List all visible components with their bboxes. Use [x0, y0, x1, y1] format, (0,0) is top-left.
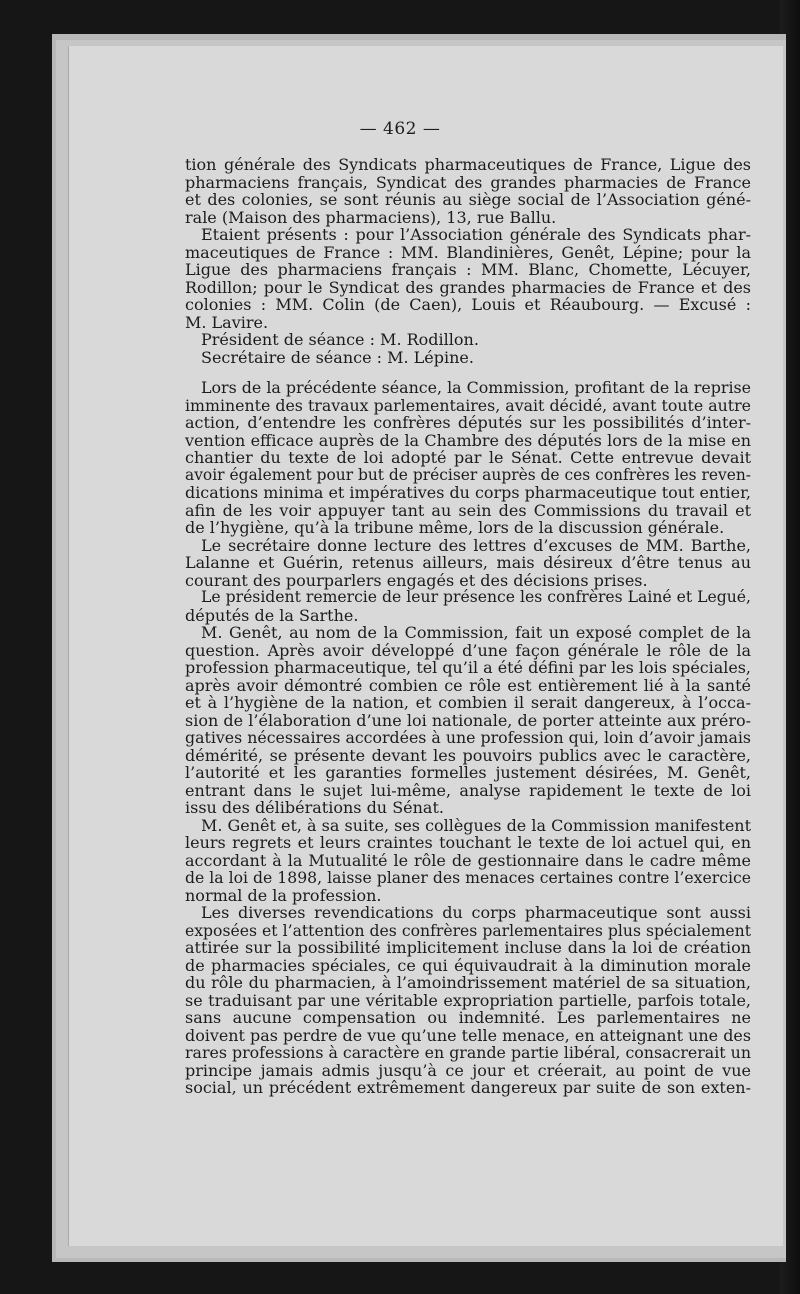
- text-line: profession pharmaceutique, tel qu’il a été défini par les lois spéciales,: [185, 658, 751, 677]
- text-line: Etaient présents : pour l’Association générale des Syndicats phar-: [201, 225, 751, 244]
- text-line: Secrétaire de séance : M. Lépine.: [201, 347, 474, 367]
- text-line: l’autorité et les garanties formelles justement désirées, M. Genêt,: [185, 763, 751, 782]
- text-line: tion générale des Syndicats pharmaceutiques de France, Ligue des: [185, 155, 751, 174]
- text-line: et à l’hygiène de la nation, et combien il serait dangereux, à l’occa-: [185, 693, 751, 712]
- text-line: normal de la profession.: [185, 885, 382, 905]
- text-line: pharmaciens français, Syndicat des grandes pharmacies de France: [185, 172, 751, 192]
- text-line: attirée sur la possibilité implicitement incluse dans la loi de création: [185, 938, 751, 957]
- body-text: [185, 156, 751, 1097]
- text-line: Le président remercie de leur présence les confrères Lainé et Legué,: [201, 588, 751, 606]
- text-line: principe jamais admis jusqu’à ce jour et créerait, au point de vue: [185, 1060, 751, 1080]
- text-line: accordant à la Mutualité le rôle de gestionnaire dans le cadre même: [185, 850, 751, 870]
- page-number: — 462 —: [359, 119, 441, 139]
- text-line: doivent pas perdre de vue qu’une telle menace, en atteignant une des: [185, 1025, 751, 1045]
- text-line: gatives nécessaires accordées à une profession qui, loin d’avoir jamais: [185, 728, 751, 747]
- text-line: vention efficace auprès de la Chambre des députés lors de la mise en: [185, 430, 751, 450]
- text-line: Le secrétaire donne lecture des lettres d’excuses de MM. Barthe,: [201, 535, 751, 555]
- text-line: du rôle du pharmacien, à l’amoindrissement matériel de sa situation,: [185, 973, 751, 992]
- text-line: M. Genêt et, à sa suite, ses collègues de la Commission manifestent: [201, 815, 751, 835]
- text-line: rale (Maison des pharmaciens), 13, rue Ballu.: [185, 207, 557, 227]
- text-line: dications minima et impératives du corps pharmaceutique tout entier,: [185, 483, 751, 502]
- text-line: députés de la Sarthe.: [185, 605, 359, 625]
- text-line: Lors de la précédente séance, la Commission, profitant de la reprise: [201, 378, 751, 397]
- text-line: afin de les voir appuyer tant au sein des Commissions du travail et: [185, 500, 751, 520]
- text-line: entrant dans le sujet lui-même, analyse rapidement le texte de loi: [185, 780, 751, 800]
- text-line: imminente des travaux parlementaires, avait décidé, avant toute autre: [185, 395, 751, 415]
- text-line: sans aucune compensation ou indemnité. Les parlementaires ne: [185, 1008, 751, 1027]
- text-line: leurs regrets et leurs craintes touchant le texte de loi actuel qui, en: [185, 833, 751, 852]
- text-line: courant des pourparlers engagés et des décisions prises.: [185, 570, 648, 590]
- text-line: exposées et l’attention des confrères parlementaires plus spécialement: [185, 920, 751, 940]
- text-line: M. Genêt, au nom de la Commission, fait un exposé complet de la: [201, 623, 751, 642]
- text-line: avoir également pour but de préciser auprès de ces confrères les reven-: [185, 465, 751, 484]
- text-line: et des colonies, se sont réunis au siège social de l’Association géné-: [185, 190, 751, 209]
- text-line: social, un précédent extrêmement dangereux par suite de son exten-: [185, 1078, 751, 1097]
- text-line: de la loi de 1898, laisse planer des menaces certaines contre l’exercice: [185, 868, 751, 887]
- text-line: démérité, se présente devant les pouvoirs publics avec le caractère,: [185, 745, 751, 765]
- text-line: après avoir démontré combien ce rôle est entièrement lié à la santé: [185, 675, 751, 695]
- text-line: action, d’entendre les confrères députés sur les possibilités d’inter-: [185, 413, 751, 432]
- text-line: de pharmacies spéciales, ce qui équivaudrait à la diminution morale: [185, 955, 751, 975]
- text-line: question. Après avoir développé d’une façon générale le rôle de la: [185, 640, 751, 660]
- text-line: M. Lavire.: [185, 312, 269, 332]
- text-line: sion de l’élaboration d’une loi nationale, de porter atteinte aux préro-: [185, 710, 751, 730]
- text-line: Ligue des pharmaciens français : MM. Blanc, Chomette, Lécuyer,: [185, 260, 751, 279]
- text-line: de l’hygiène, qu’à la tribune même, lors de la discussion générale.: [185, 518, 725, 537]
- text-line: maceutiques de France : MM. Blandinières, Genêt, Lépine; pour la: [185, 242, 751, 262]
- text-line: se traduisant par une véritable expropriation partielle, parfois totale,: [185, 990, 751, 1010]
- text-line: colonies : MM. Colin (de Caen), Louis et Réaubourg. — Excusé :: [185, 295, 751, 314]
- text-line: chantier du texte de loi adopté par le Sénat. Cette entrevue devait: [185, 448, 751, 467]
- text-line: issu des délibérations du Sénat.: [185, 798, 444, 817]
- text-line: Lalanne et Guérin, retenus ailleurs, mais désireux d’être tenus au: [185, 553, 751, 572]
- text-line: rares professions à caractère en grande partie libéral, consacrerait un: [185, 1043, 751, 1062]
- text-line: Président de séance : M. Rodillon.: [201, 330, 479, 349]
- text-line: Rodillon; pour le Syndicat des grandes pharmacies de France et des: [185, 277, 751, 297]
- text-line: Les diverses revendications du corps pharmaceutique sont aussi: [201, 903, 751, 922]
